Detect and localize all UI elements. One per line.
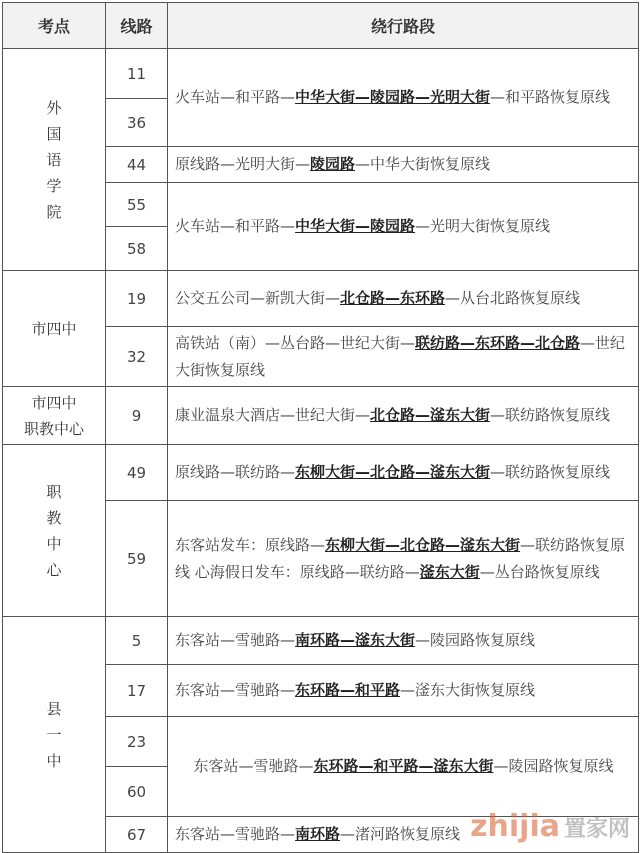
exam-point-text: 职教中心 xyxy=(23,419,84,438)
watermark-latin: zhijia xyxy=(470,809,560,844)
route-cell xyxy=(168,183,639,271)
route-segment: —世纪大街恢复原线 xyxy=(175,333,626,379)
header-route: 绕行路段 xyxy=(168,3,639,49)
exam-point-text: 国 xyxy=(46,124,62,143)
bus-line-cell: 60 xyxy=(106,767,168,817)
route-segment: 公交五公司—新凯大街— xyxy=(175,289,341,307)
exam-point-text: 语 xyxy=(46,150,62,169)
route-segment: —丛台路恢复原线 xyxy=(479,562,600,581)
route-detour-segment: 联纺路—东环路—北仓路 xyxy=(415,333,581,352)
header-row xyxy=(3,3,639,49)
route-detour-segment: 南环路 xyxy=(295,825,341,843)
route-segment: 东客站—雪驰路— xyxy=(175,631,296,649)
exam-point-text: 中 xyxy=(46,751,62,770)
exam-point-cell xyxy=(3,445,106,617)
exam-point-text: 心 xyxy=(46,560,62,579)
exam-point-text: 教 xyxy=(46,508,62,527)
route-segment: 火车站—和平路— xyxy=(175,217,296,235)
route-segment: —光明大街恢复原线 xyxy=(415,217,551,235)
route-detour-segment: 中华大街—陵园路 xyxy=(295,217,416,235)
exam-point-text: 市四中 xyxy=(31,319,77,338)
exam-point-text: 中 xyxy=(46,534,62,553)
route-detour-segment: 东环路—和平路 xyxy=(295,681,401,699)
table-row xyxy=(3,271,639,327)
exam-point-text: 市四中 xyxy=(31,393,77,412)
bus-line-cell: 9 xyxy=(106,387,168,445)
route-segment: 火车站—和平路— xyxy=(175,88,296,106)
route-cell xyxy=(168,387,639,445)
bus-line-cell: 58 xyxy=(106,227,168,271)
header-line: 线路 xyxy=(106,3,168,49)
table-row xyxy=(3,387,639,445)
route-detour-segment: 陵园路 xyxy=(310,155,356,173)
bus-line-cell: 19 xyxy=(106,271,168,327)
route-detour-segment: 滏东大街 xyxy=(419,562,480,581)
table-row xyxy=(3,49,639,99)
bus-line-cell: 36 xyxy=(106,99,168,147)
route-detour-segment: 南环路—滏东大街 xyxy=(295,631,416,649)
exam-point-text: 职 xyxy=(46,482,62,501)
bus-line-cell: 32 xyxy=(106,327,168,387)
bus-line-cell: 44 xyxy=(106,147,168,183)
bus-line-cell: 23 xyxy=(106,717,168,767)
route-detour-segment: 中华大街—陵园路—光明大街 xyxy=(295,88,491,106)
route-segment: —陵园路恢复原线 xyxy=(415,631,536,649)
exam-point-cell xyxy=(3,49,106,271)
route-cell xyxy=(168,617,639,665)
route-detour-segment: 东柳大街—北仓路—滏东大街 xyxy=(325,535,521,554)
route-cell xyxy=(168,327,639,387)
route-segment: 东客站—雪驰路— xyxy=(175,681,296,699)
route-segment: —渚河路恢复原线 xyxy=(340,825,461,843)
route-cell xyxy=(168,717,639,817)
route-segment: 东客站发车：原线路— xyxy=(175,535,326,554)
route-segment: 原线路—光明大街— xyxy=(175,155,311,173)
route-segment: —和平路恢复原线 xyxy=(490,88,611,106)
bus-line-cell: 17 xyxy=(106,665,168,717)
watermark-logo xyxy=(470,809,630,844)
watermark-cn: 置家网 xyxy=(563,817,630,842)
route-cell xyxy=(168,445,639,501)
exam-point-cell xyxy=(3,617,106,853)
header-point: 考点 xyxy=(3,3,106,49)
route-cell xyxy=(168,147,639,183)
route-segment: 高铁站（南）—丛台路—世纪大街— xyxy=(175,333,416,352)
route-segment: —从台北路恢复原线 xyxy=(445,289,581,307)
route-segment: —陵园路恢复原线 xyxy=(493,757,614,775)
route-detour-segment: 东环路—和平路—滏东大街 xyxy=(313,757,494,775)
route-cell xyxy=(168,271,639,327)
exam-point-cell xyxy=(3,271,106,387)
bus-line-cell: 5 xyxy=(106,617,168,665)
bus-line-cell: 11 xyxy=(106,49,168,99)
bus-line-cell: 67 xyxy=(106,817,168,853)
route-segment: —联纺路恢复原线 xyxy=(490,463,611,481)
bus-line-cell: 55 xyxy=(106,183,168,227)
route-segment: 东客站—雪驰路— xyxy=(193,757,314,775)
bus-line-cell: 59 xyxy=(106,501,168,617)
route-detour-segment: 北仓路—东环路 xyxy=(340,289,446,307)
bus-line-cell: 49 xyxy=(106,445,168,501)
exam-point-text: 外 xyxy=(46,98,62,117)
table-row xyxy=(3,445,639,501)
route-segment: —联纺路恢复原线 心海假日发车：原线路—联纺路— xyxy=(175,535,626,581)
route-segment: —中华大街恢复原线 xyxy=(355,155,491,173)
exam-point-text: 一 xyxy=(46,725,62,744)
route-segment: 康业温泉大酒店—世纪大街— xyxy=(175,406,371,424)
detour-table xyxy=(2,2,639,853)
exam-point-text: 学 xyxy=(46,176,62,195)
route-detour-segment: 北仓路—滏东大街 xyxy=(370,406,491,424)
route-cell xyxy=(168,501,639,617)
exam-point-text: 县 xyxy=(46,699,62,718)
route-cell xyxy=(168,49,639,147)
route-segment: —联纺路恢复原线 xyxy=(490,406,611,424)
route-segment: 东客站—雪驰路— xyxy=(175,825,296,843)
route-segment: 原线路—联纺路— xyxy=(175,463,296,481)
exam-point-text: 院 xyxy=(46,202,62,221)
exam-point-cell xyxy=(3,387,106,445)
route-cell xyxy=(168,665,639,717)
route-detour-segment: 东柳大街—北仓路—滏东大街 xyxy=(295,463,491,481)
table-body xyxy=(3,49,639,853)
table-row xyxy=(3,617,639,665)
route-segment: —滏东大街恢复原线 xyxy=(400,681,536,699)
